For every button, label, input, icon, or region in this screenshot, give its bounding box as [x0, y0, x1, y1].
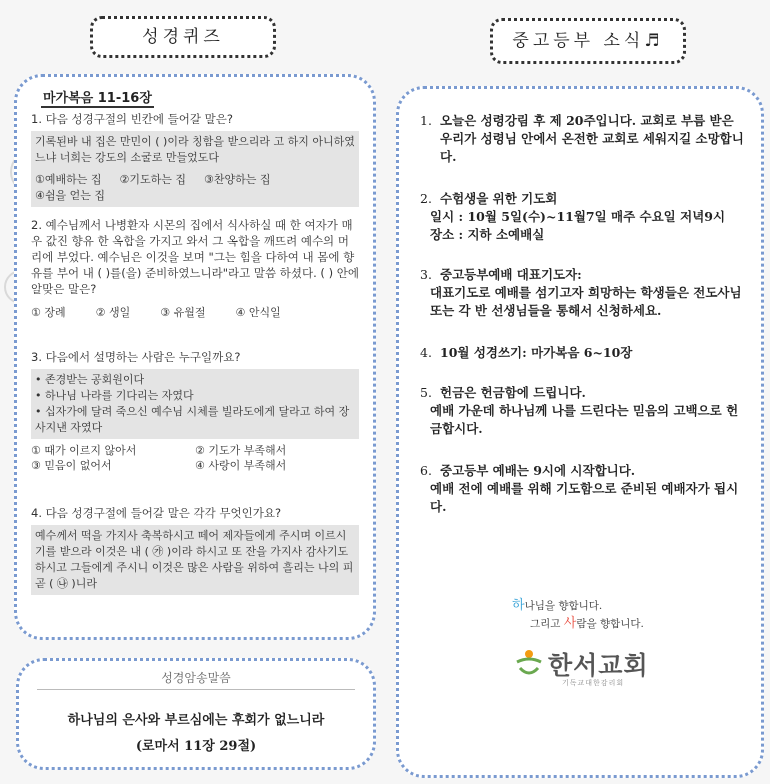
news-item-text: 10월 성경쓰기: 마가복음 6~10장	[440, 345, 633, 360]
news-item-2	[420, 190, 750, 244]
news-item-number: 6.	[420, 463, 432, 478]
divider	[37, 689, 355, 690]
news-item-detail: 예배 전에 예배를 위해 기도함으로 준비된 예배자가 됩시다.	[430, 481, 739, 514]
option: ①예배하는 집	[35, 173, 102, 186]
option: ① 장례	[31, 306, 66, 319]
option: ① 때가 이르지 않아서	[31, 444, 137, 457]
quiz-title-text: 성경퀴즈	[142, 27, 224, 47]
news-item-1	[420, 112, 750, 166]
slogan-text: 그리고	[530, 618, 564, 630]
news-item-text: 헌금은 헌금함에 드립니다.	[440, 385, 586, 400]
question-3-head: 3. 다음에서 설명하는 사람은 누구일까요?	[31, 350, 241, 364]
chapter-label: 마가복음 11-16장	[41, 87, 154, 108]
question-2-head: 2. 예수님께서 나병환자 시몬의 집에서 식사하실 때 한 여자가 매우 값진 향유 한 옥합을 가지고 와서 그 옥합을 깨뜨려 예수의 머리에 부었다. 예수님은 이것을 보며 "그는 힘을 다하여 내 몸에 향유를 부어 내 ( )를(을) 준비하였느니라"라고 말씀 하셨다. ( ) 안에 알맞은 말은?	[31, 218, 359, 296]
bullet: • 하나님 나라를 기다리는 자였다	[35, 389, 194, 402]
question-4-text: 예수께서 떡을 가지사 축복하시고 떼어 제자들에게 주시며 이르시기를 받으라 이것은 내 ( ㉮ )이라 하시고 또 잔을 가지사 감사기도 하시고 그들에게 주시니 이것은 많은 사람을 위하여 흘리는 나의 피 곧 ( ㉯ )니라	[31, 525, 359, 595]
slogan-text: 람을 향합니다.	[576, 618, 644, 630]
church-logo-icon	[514, 648, 544, 678]
news-title	[490, 18, 686, 64]
slogan-line-2	[530, 612, 644, 631]
question-3	[31, 349, 359, 473]
bullet: • 십자가에 달려 죽으신 예수님 시체를 빌라도에게 달라고 하여 장사지낸 자였다	[35, 405, 350, 434]
church-name: 한서교회	[548, 651, 649, 680]
question-1-text: 기록된바 내 집은 만민이 ( )이라 칭함을 받으리라 고 하지 아니하였느냐 너희는 강도의 소굴로 만들었도다	[31, 131, 359, 169]
question-1	[31, 111, 359, 207]
news-item-detail: 예배 가운데 하나님께 나를 드린다는 믿음의 고백으로 헌금합시다.	[430, 403, 739, 436]
option: ③ 유월절	[160, 306, 206, 319]
news-item-4	[420, 344, 750, 362]
option: ② 생일	[95, 306, 131, 319]
option: ④ 사랑이 부족해서	[195, 459, 287, 472]
question-2	[31, 217, 359, 321]
news-item-text: 중고등부 예배는 9시에 시작합니다.	[440, 463, 636, 478]
question-3-options	[31, 443, 359, 473]
news-item-5	[420, 384, 750, 438]
quiz-title	[90, 16, 276, 58]
news-item-number: 5.	[420, 385, 432, 400]
memory-verse-text: 하나님의 은사와 부르심에는 후회가 없느니라	[67, 713, 325, 728]
news-item-text: 오늘은 성령강림 후 제 20주입니다. 교회로 부름 받은 우리가 성령님 안에서 온전한 교회로 세워지길 소망합니다.	[440, 113, 744, 164]
question-2-options	[31, 305, 359, 321]
news-item-detail: 장소 : 지하 소예배실	[430, 227, 545, 242]
slogan-highlight: 사	[563, 616, 577, 631]
option: ③ 믿음이 없어서	[31, 459, 112, 472]
slogan-text: 나님을 향합니다.	[524, 600, 603, 612]
memory-verse-reference: (로마서 11장 29절)	[135, 739, 257, 754]
news-item-number: 4.	[420, 345, 432, 360]
news-item-6	[420, 462, 750, 516]
news-item-number: 3.	[420, 267, 432, 282]
news-item-detail: 일시 : 10월 5일(수)~11월7일 매주 수요일 저녁9시	[430, 209, 726, 224]
news-item-number: 2.	[420, 191, 432, 206]
news-item-text: 중고등부예배 대표기도자:	[440, 267, 582, 282]
church-denomination: 기독교대한감리회	[562, 679, 625, 687]
quiz-panel	[14, 74, 376, 640]
question-1-options	[31, 169, 359, 207]
bullet: • 존경받는 공회원이다	[35, 373, 145, 386]
news-item-text: 수험생을 위한 기도회	[440, 191, 558, 206]
option: ② 기도가 부족해서	[195, 444, 287, 457]
news-title-text: 중고등부 소식♬	[512, 31, 664, 51]
memory-verse-panel	[16, 658, 376, 770]
slogan-line-1	[512, 594, 602, 613]
option: ④ 안식일	[235, 306, 281, 319]
question-1-head: 1. 다음 성경구절의 빈칸에 들어갈 말은?	[31, 112, 233, 126]
news-item-detail: 대표기도로 예배를 섬기고자 희망하는 학생들은 전도사님 또는 각 반 선생님들을 통해서 신청하세요.	[430, 285, 742, 318]
option: ②기도하는 집	[119, 173, 186, 186]
news-item-number: 1.	[420, 113, 432, 128]
memory-verse-title: 성경암송말씀	[161, 671, 231, 685]
question-4	[31, 505, 359, 595]
question-3-bullets	[31, 369, 359, 439]
news-item-3	[420, 266, 750, 320]
option: ③찬양하는 집	[204, 173, 271, 186]
question-4-head: 4. 다음 성경구절에 들어갈 말은 각각 무엇인가요?	[31, 506, 282, 520]
option: ④쉼을 얻는 집	[35, 189, 105, 202]
slogan-highlight: 하	[512, 598, 525, 613]
